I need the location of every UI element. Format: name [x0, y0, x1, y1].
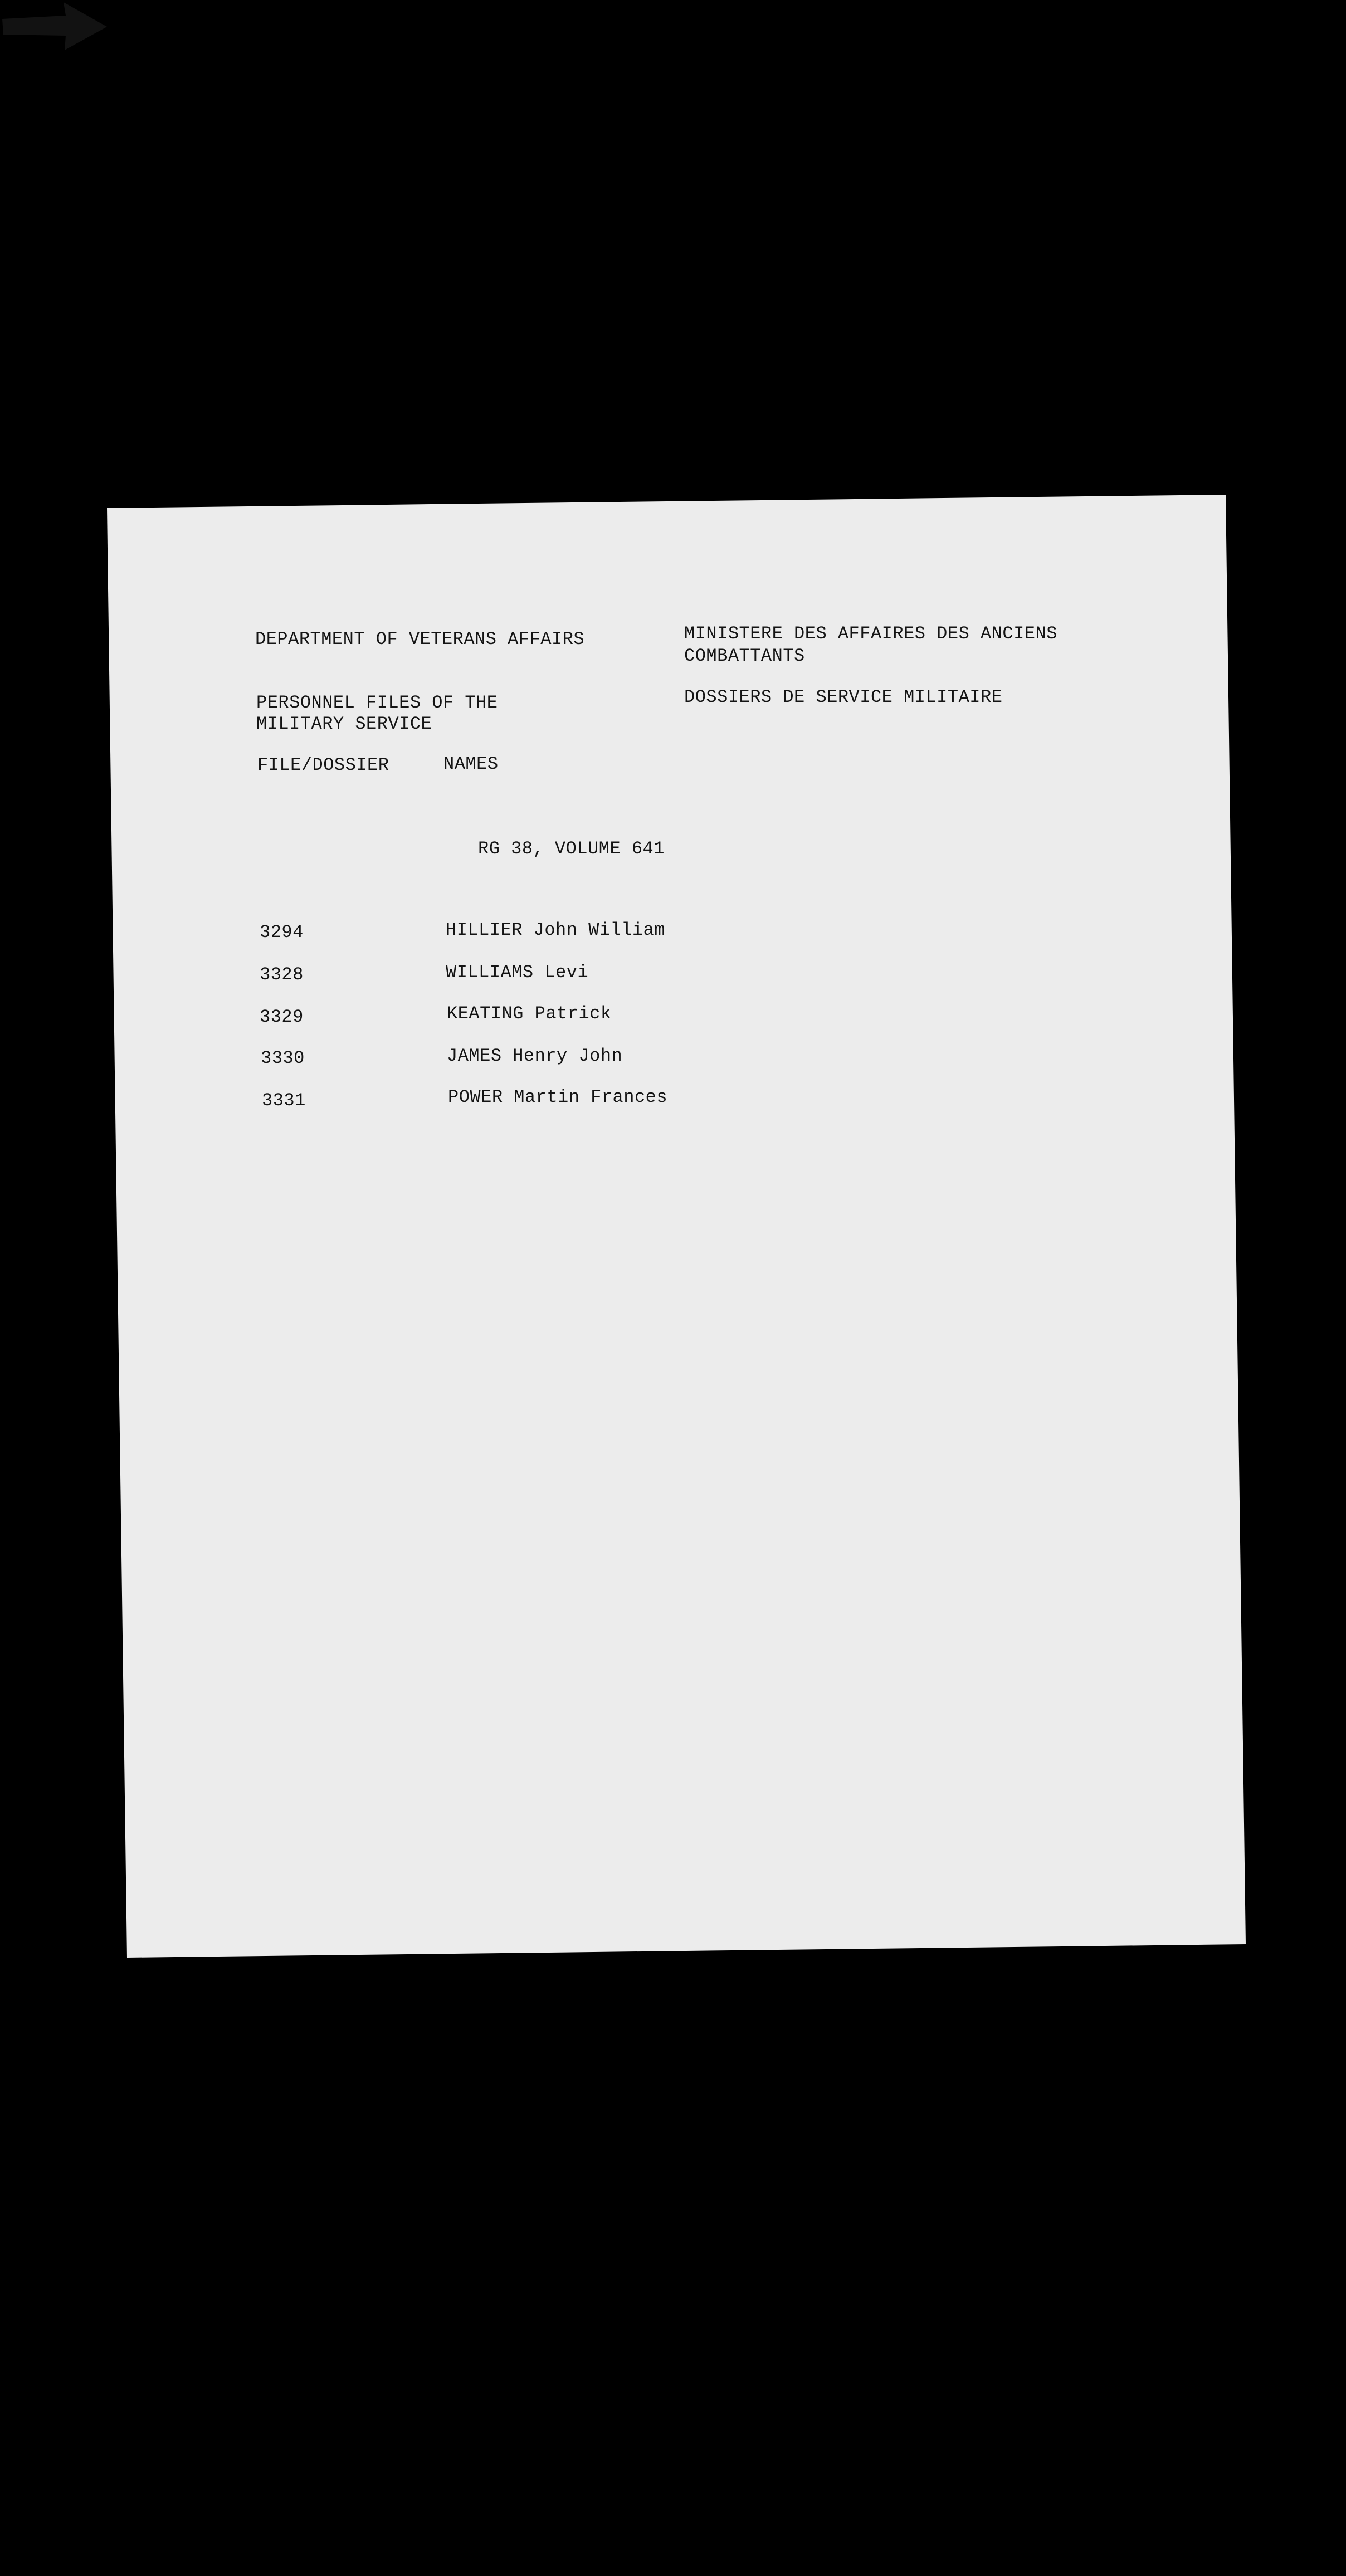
file-name: JAMES Henry John	[447, 1046, 623, 1066]
file-number: 3331	[262, 1090, 306, 1111]
department-en: DEPARTMENT OF VETERANS AFFAIRS	[255, 629, 585, 650]
files-fr: DOSSIERS DE SERVICE MILITAIRE	[684, 687, 1003, 708]
file-name: KEATING Patrick	[447, 1003, 612, 1024]
department-fr-line1: MINISTERE DES AFFAIRES DES ANCIENS	[684, 623, 1057, 644]
file-name: POWER Martin Frances	[448, 1087, 668, 1108]
department-fr-line2: COMBATTANTS	[684, 646, 805, 666]
file-number: 3330	[261, 1048, 305, 1069]
volume-heading: RG 38, VOLUME 641	[478, 838, 665, 859]
column-file-header: FILE/DOSSIER	[257, 755, 389, 775]
arrow-right-icon	[0, 0, 109, 50]
column-names-header: NAMES	[443, 754, 499, 774]
file-number: 3294	[260, 922, 304, 943]
file-name: WILLIAMS Levi	[446, 962, 589, 983]
file-number: 3329	[260, 1007, 304, 1027]
files-en-line1: PERSONNEL FILES OF THE	[256, 692, 498, 713]
file-number: 3328	[260, 964, 304, 985]
file-name: HILLIER John William	[446, 920, 666, 940]
files-en-line2: MILITARY SERVICE	[256, 714, 432, 734]
